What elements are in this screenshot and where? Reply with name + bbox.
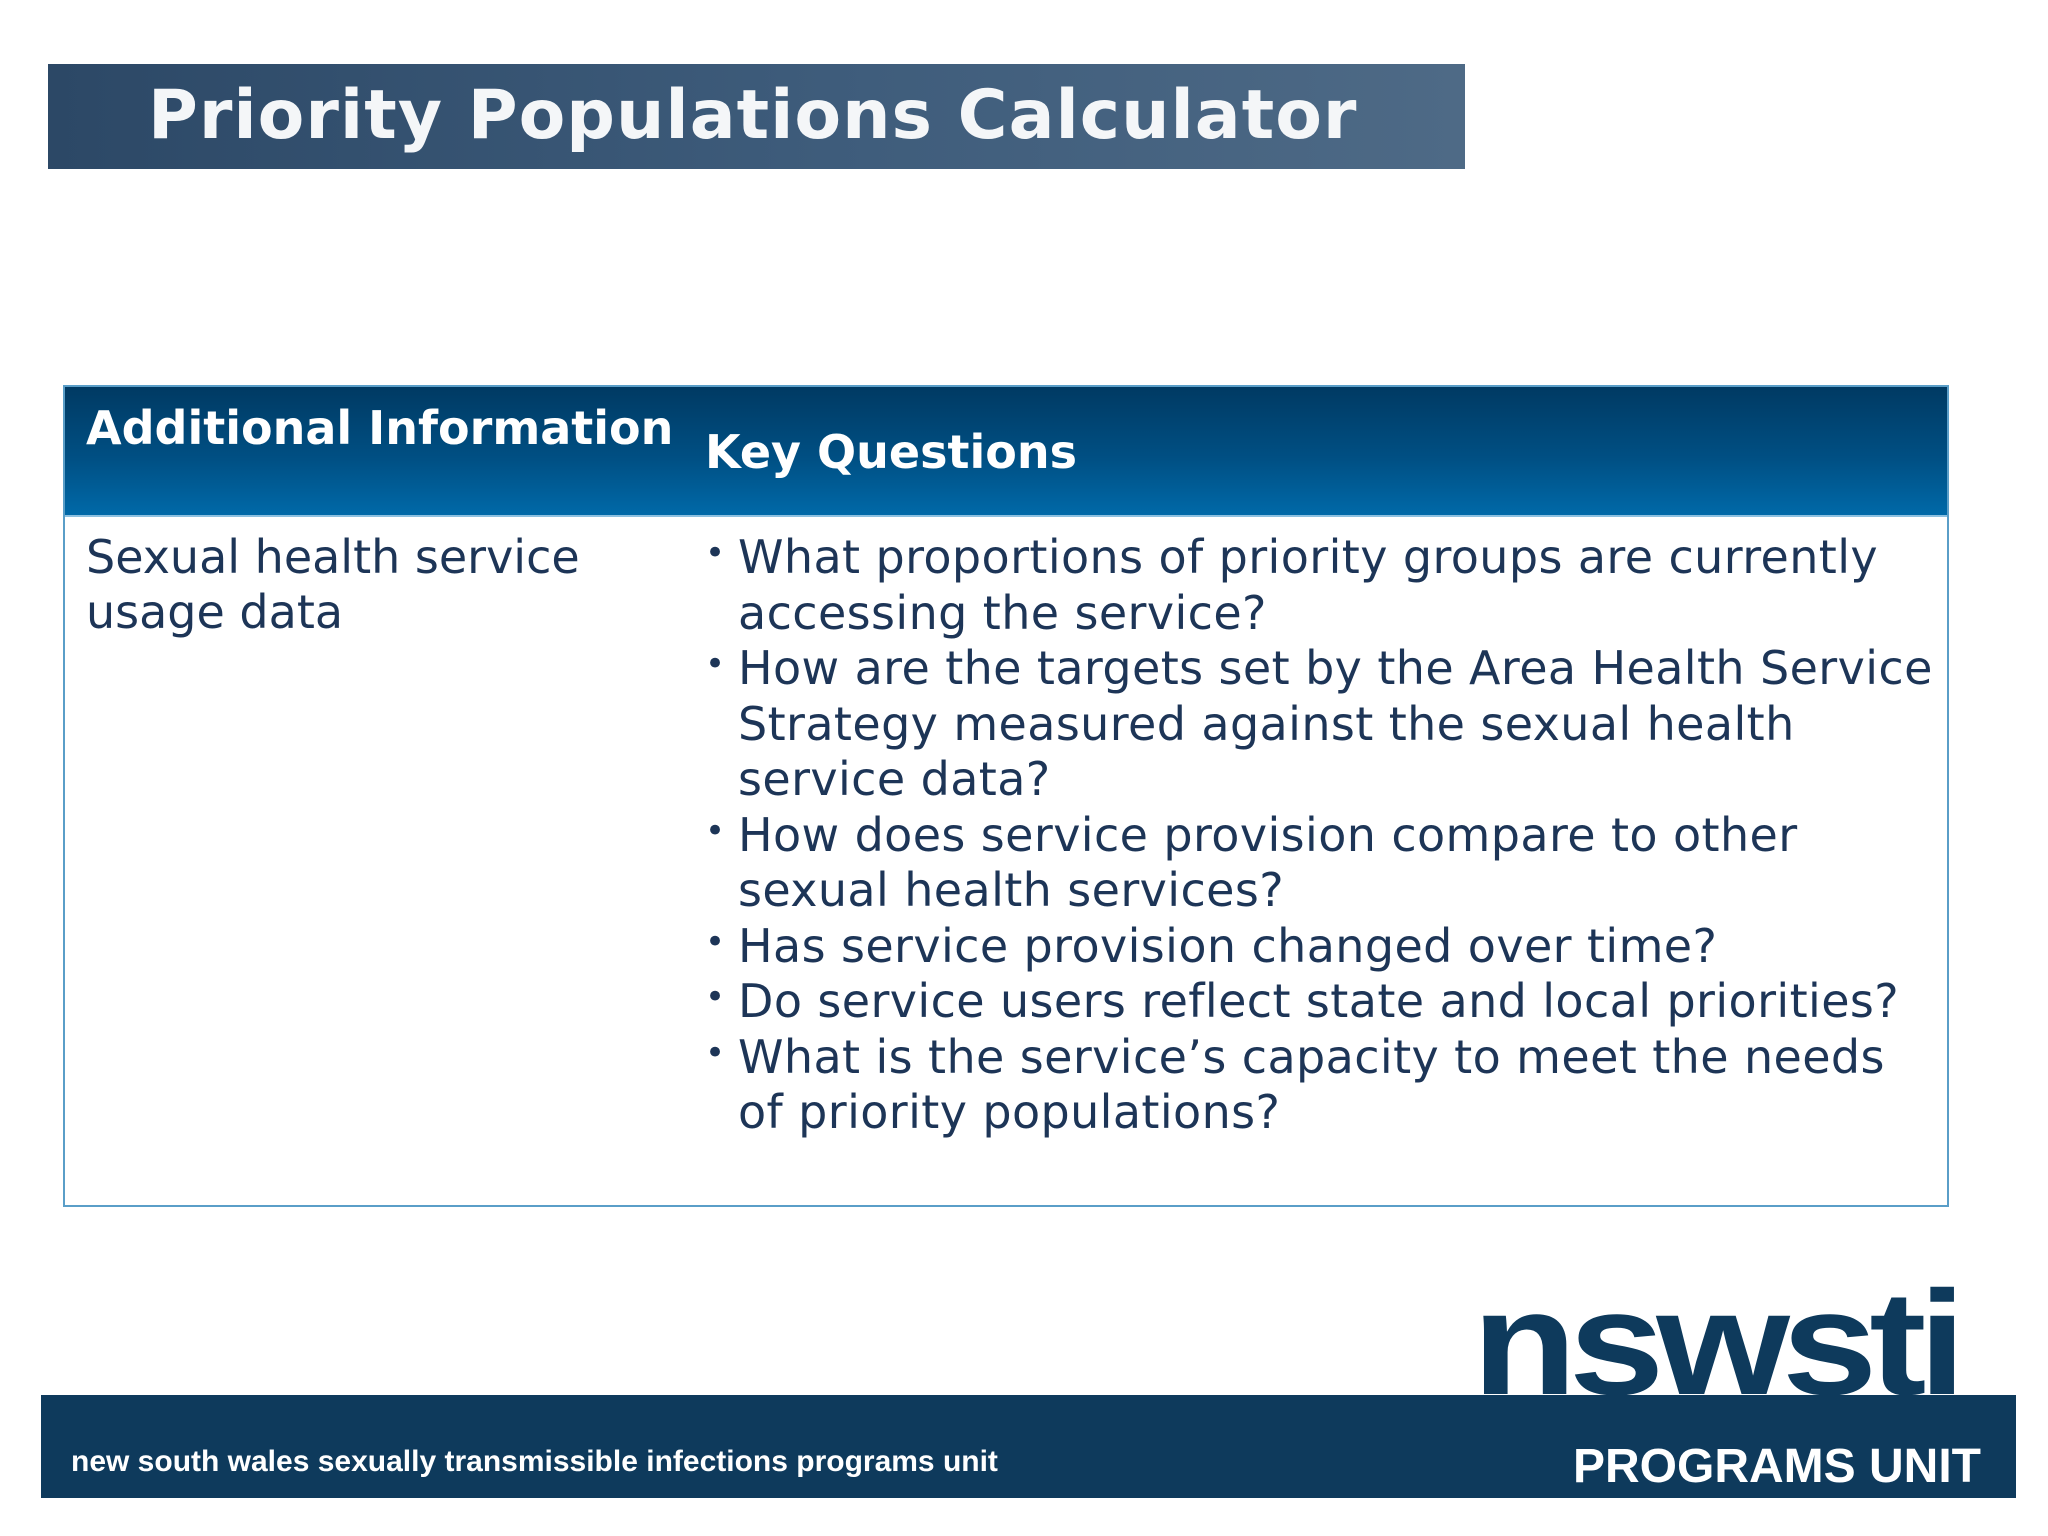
slide-title: Priority Populations Calculator: [148, 76, 1358, 155]
header-key-questions: Key Questions: [705, 425, 1077, 479]
key-questions-list: [705, 530, 1935, 1141]
footer-bar: [41, 1395, 2016, 1498]
additional-information-cell: Sexual health service usage data: [86, 530, 580, 639]
question-item: • Has service provision changed over time?: [705, 919, 1935, 975]
question-item: • What proportions of priority groups are currently accessing the service?: [705, 530, 1935, 641]
header-additional-information: Additional Information: [86, 401, 674, 455]
question-item: • Do service users reflect state and local priorities?: [705, 974, 1935, 1030]
logo-subtitle: PROGRAMS UNIT: [1573, 1440, 1981, 1493]
organization-name: new south wales sexually transmissible infections programs unit: [71, 1445, 998, 1478]
title-banner: [48, 64, 1465, 169]
logo-wordmark-text: nswsti: [1472, 1268, 1958, 1403]
key-questions-cell: [705, 530, 1935, 1141]
question-item: • How are the targets set by the Area Health Service Strategy measured against the sexual health service data?: [705, 641, 1935, 808]
question-item: • How does service provision compare to other sexual health services?: [705, 808, 1935, 919]
key-questions-table: [63, 385, 1949, 1207]
question-item: • What is the service’s capacity to meet the needs of priority populations?: [705, 1030, 1935, 1141]
table-header-row: [65, 387, 1947, 517]
nswsti-logo: [1470, 1268, 1962, 1403]
